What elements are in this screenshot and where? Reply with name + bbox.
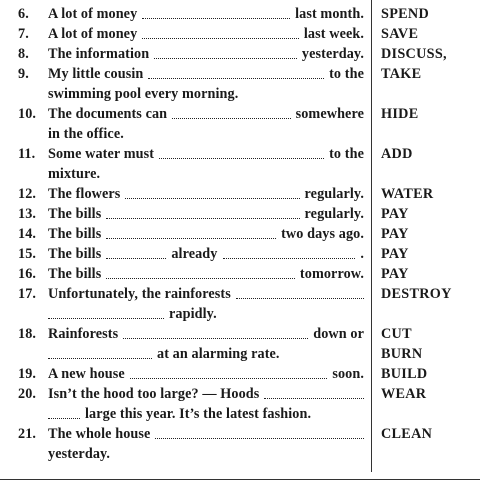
item-number: 13. xyxy=(18,206,37,222)
exercise-item-16 xyxy=(18,263,364,283)
verb-key: WEAR xyxy=(381,386,427,402)
exercise-item-17 xyxy=(18,283,364,303)
item-text: The bills xyxy=(48,206,102,222)
item-text-end: to the xyxy=(329,66,364,82)
exercise-item-10-continued xyxy=(48,123,364,143)
verb-key: ADD xyxy=(381,146,413,162)
item-number: 20. xyxy=(18,386,37,402)
exercise-item-18 xyxy=(18,323,364,343)
item-text-end: regularly. xyxy=(304,186,364,202)
exercise-item-9-continued xyxy=(48,83,364,103)
verb-key: CLEAN xyxy=(381,426,433,442)
verb-key: BURN xyxy=(381,346,423,362)
verb-key: PAY xyxy=(381,266,409,282)
item-text: A lot of money xyxy=(48,6,138,22)
exercise-item-20 xyxy=(18,383,364,403)
exercise-item-13 xyxy=(18,203,364,223)
verb-key: DESTROY xyxy=(381,286,452,302)
exercise-item-20-continued xyxy=(48,403,364,423)
item-number: 9. xyxy=(18,66,29,82)
item-number: 12. xyxy=(18,186,37,202)
verb-key: CUT xyxy=(381,326,412,342)
item-text-continued: yesterday. xyxy=(48,446,111,462)
item-text: The information xyxy=(48,46,150,62)
item-number: 6. xyxy=(18,6,29,22)
verb-key: WATER xyxy=(381,186,434,202)
item-text: A lot of money xyxy=(48,26,138,42)
item-text-continued: at an alarming rate. xyxy=(157,346,280,362)
answer-blank[interactable] xyxy=(172,118,290,119)
exercise-item-10 xyxy=(18,103,364,123)
item-text: Isn’t the hood too large? — Hoods xyxy=(48,386,260,402)
exercise-item-7 xyxy=(18,23,364,43)
item-text-continued: mixture. xyxy=(48,166,101,182)
item-number: 10. xyxy=(18,106,37,122)
column-divider xyxy=(371,0,372,472)
item-text-continued: large this year. It’s the latest fashion. xyxy=(85,406,312,422)
item-number: 15. xyxy=(18,246,37,262)
item-number: 18. xyxy=(18,326,37,342)
exercise-item-11 xyxy=(18,143,364,163)
item-text-continued: swimming pool every morning. xyxy=(48,86,239,102)
item-text-end: . xyxy=(360,246,364,262)
item-text-end: somewhere xyxy=(295,106,364,122)
item-text-end: soon. xyxy=(332,366,364,382)
item-text: Unfortunately, the rainforests xyxy=(48,286,231,302)
answer-blank[interactable] xyxy=(123,338,308,339)
answer-blank[interactable] xyxy=(106,258,166,259)
exercise-item-21-continued xyxy=(48,443,364,463)
exercise-item-12 xyxy=(18,183,364,203)
item-number: 8. xyxy=(18,46,29,62)
item-text: My little cousin xyxy=(48,66,144,82)
item-text: The bills xyxy=(48,226,102,242)
exercise-item-14 xyxy=(18,223,364,243)
item-text: The bills xyxy=(48,266,102,282)
exercise-item-6 xyxy=(18,3,364,23)
item-number: 19. xyxy=(18,366,37,382)
exercise-item-15 xyxy=(18,243,364,263)
answer-blank[interactable] xyxy=(106,278,295,279)
answer-blank[interactable] xyxy=(106,218,299,219)
item-text: The documents can xyxy=(48,106,168,122)
verb-key: PAY xyxy=(381,206,409,222)
exercise-item-9 xyxy=(18,63,364,83)
item-text: The bills xyxy=(48,246,102,262)
answer-blank[interactable] xyxy=(48,418,80,419)
verb-key: BUILD xyxy=(381,366,428,382)
item-text-middle: already xyxy=(171,246,218,262)
answer-blank[interactable] xyxy=(130,378,328,379)
answer-blank[interactable] xyxy=(159,158,324,159)
answer-blank[interactable] xyxy=(236,298,364,299)
verb-key: DISCUSS, xyxy=(381,46,447,62)
verb-key: HIDE xyxy=(381,106,419,122)
answer-blank[interactable] xyxy=(155,438,364,439)
item-text: Some water must xyxy=(48,146,155,162)
item-text: The whole house xyxy=(48,426,151,442)
item-number: 14. xyxy=(18,226,37,242)
item-number: 16. xyxy=(18,266,37,282)
item-text-end: tomorrow. xyxy=(299,266,364,282)
verb-key: PAY xyxy=(381,246,409,262)
item-text: Rainforests xyxy=(48,326,119,342)
verb-key: SPEND xyxy=(381,6,430,22)
item-text: A new house xyxy=(48,366,125,382)
answer-blank[interactable] xyxy=(223,258,356,259)
answer-blank[interactable] xyxy=(125,198,299,199)
item-text-end: two days ago. xyxy=(281,226,364,242)
answer-blank[interactable] xyxy=(48,358,152,359)
item-number: 7. xyxy=(18,26,29,42)
item-number: 21. xyxy=(18,426,37,442)
exercise-item-19 xyxy=(18,363,364,383)
exercise-item-18-continued xyxy=(48,343,364,363)
exercise-item-11-continued xyxy=(48,163,364,183)
answer-blank[interactable] xyxy=(142,38,299,39)
verb-key: SAVE xyxy=(381,26,419,42)
answer-blank[interactable] xyxy=(142,18,290,19)
item-number: 11. xyxy=(18,146,36,162)
item-text-end: yesterday. xyxy=(301,46,364,62)
item-text-end: last month. xyxy=(295,6,364,22)
verb-key: PAY xyxy=(381,226,409,242)
item-text-end: down or xyxy=(313,326,364,342)
item-text: The flowers xyxy=(48,186,121,202)
item-text-end: regularly. xyxy=(304,206,364,222)
answer-blank[interactable] xyxy=(106,238,276,239)
item-number: 17. xyxy=(18,286,37,302)
exercise-item-8 xyxy=(18,43,364,63)
exercise-item-17-continued xyxy=(48,303,364,323)
answer-blank[interactable] xyxy=(154,58,297,59)
item-text-end: last week. xyxy=(303,26,364,42)
answer-blank[interactable] xyxy=(264,398,364,399)
item-text-continued: rapidly. xyxy=(169,306,217,322)
answer-blank[interactable] xyxy=(48,318,164,319)
item-text-continued: in the office. xyxy=(48,126,124,142)
answer-blank[interactable] xyxy=(148,78,324,79)
item-text-end: to the xyxy=(329,146,364,162)
exercise-item-21 xyxy=(18,423,364,443)
verb-key: TAKE xyxy=(381,66,422,82)
